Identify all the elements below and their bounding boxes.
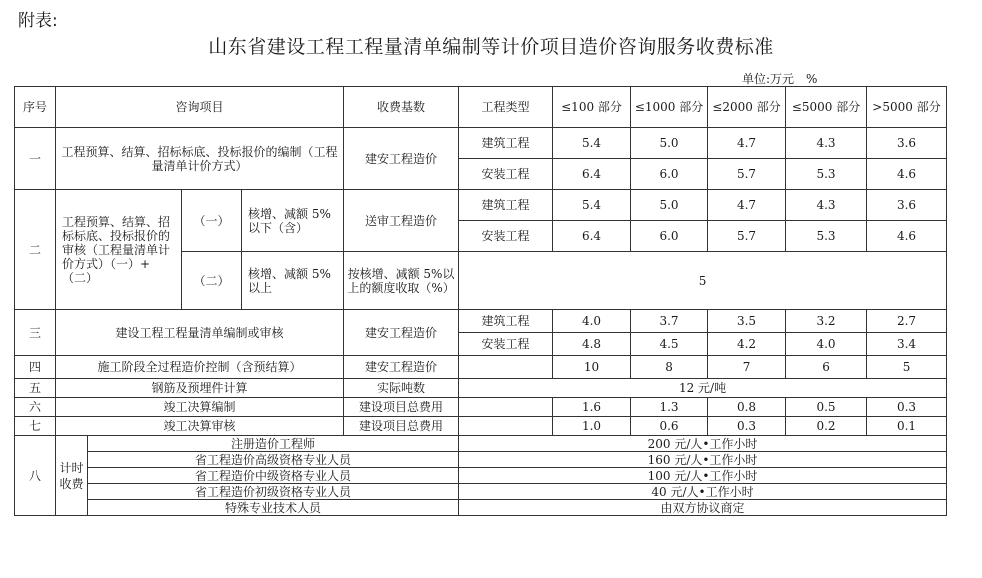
- rate-cell: 2.7: [867, 310, 947, 333]
- row-base: 按核增、减额 5%以上的额度收取（%）: [344, 252, 459, 310]
- sub-desc: 核增、减额 5%以上: [242, 252, 344, 310]
- table-row: [15, 436, 947, 452]
- row-seq: 一: [15, 128, 56, 190]
- rate-cell: 4.2: [708, 333, 786, 356]
- row-type-empty: [459, 417, 553, 436]
- row-item: 竣工决算编制: [56, 398, 344, 417]
- rate-cell: 8: [631, 356, 708, 379]
- rate-cell: 4.6: [867, 159, 947, 190]
- rate-cell: 0.3: [867, 398, 947, 417]
- rate-cell: 0.1: [867, 417, 947, 436]
- unit-note: 单位:万元 %: [742, 72, 818, 86]
- rate-cell: 5.3: [786, 159, 867, 190]
- rate-cell: 3.7: [631, 310, 708, 333]
- row-type: 安装工程: [459, 221, 553, 252]
- table-row: [15, 379, 947, 398]
- rate-cell: 0.6: [631, 417, 708, 436]
- row-group-label: 计时收费: [56, 436, 88, 516]
- table-row: [15, 484, 947, 500]
- rate-cell: 0.3: [708, 417, 786, 436]
- fee-cell: 100 元/人•工作小时: [459, 468, 947, 484]
- rate-cell: 5.0: [631, 190, 708, 221]
- rate-cell: 10: [553, 356, 631, 379]
- row-type: 建筑工程: [459, 128, 553, 159]
- header-base: 收费基数: [344, 87, 459, 128]
- header-tier-4: ≤5000 部分: [786, 87, 867, 128]
- rate-cell: 5: [867, 356, 947, 379]
- header-tier-3: ≤2000 部分: [708, 87, 786, 128]
- row-base: 建设项目总费用: [344, 398, 459, 417]
- rate-cell: 6: [786, 356, 867, 379]
- table-row: [15, 310, 947, 333]
- rate-cell: 7: [708, 356, 786, 379]
- row-seq: 八: [15, 436, 56, 516]
- rate-cell: 0.2: [786, 417, 867, 436]
- table-row: [15, 128, 947, 159]
- rate-cell: 5.4: [553, 128, 631, 159]
- rate-cell: 5.4: [553, 190, 631, 221]
- rate-cell: 1.0: [553, 417, 631, 436]
- row-item: 工程预算、结算、招标标底、投标报价的审核（工程量清单计价方式）（一）+（二）: [56, 190, 182, 310]
- rate-cell: 4.8: [553, 333, 631, 356]
- fee-cell: 由双方协议商定: [459, 500, 947, 516]
- sub-label: （二）: [182, 252, 242, 310]
- row-item: 工程预算、结算、招标标底、投标报价的编制（工程量清单计价方式）: [56, 128, 344, 190]
- row-base: 建安工程造价: [344, 356, 459, 379]
- row-item: 施工阶段全过程造价控制（含预结算）: [56, 356, 344, 379]
- row-type-empty: [459, 356, 553, 379]
- row-type: 安装工程: [459, 333, 553, 356]
- rate-cell: 4.0: [553, 310, 631, 333]
- rate-cell: 4.0: [786, 333, 867, 356]
- row-seq: 六: [15, 398, 56, 417]
- rate-cell: 4.6: [867, 221, 947, 252]
- table-row: [15, 452, 947, 468]
- table-row: [15, 417, 947, 436]
- table-row: [15, 398, 947, 417]
- table-row: [15, 468, 947, 484]
- role-cell: 省工程造价高级资格专业人员: [88, 452, 459, 468]
- rate-cell: 5.7: [708, 221, 786, 252]
- rate-cell: 4.3: [786, 190, 867, 221]
- rate-cell: 4.3: [786, 128, 867, 159]
- role-cell: 省工程造价中级资格专业人员: [88, 468, 459, 484]
- rate-cell: 6.0: [631, 159, 708, 190]
- table-row: [15, 356, 947, 379]
- rate-cell: 3.4: [867, 333, 947, 356]
- table-header-row: [15, 87, 947, 128]
- rate-cell: 6.4: [553, 221, 631, 252]
- fee-cell: 160 元/人•工作小时: [459, 452, 947, 468]
- row-type: 安装工程: [459, 159, 553, 190]
- row-seq: 五: [15, 379, 56, 398]
- rate-cell: 5.7: [708, 159, 786, 190]
- header-type: 工程类型: [459, 87, 553, 128]
- row-base: 建设项目总费用: [344, 417, 459, 436]
- fee-table: [14, 86, 947, 516]
- fee-cell: 40 元/人•工作小时: [459, 484, 947, 500]
- rate-cell: 4.7: [708, 128, 786, 159]
- row-item: 建设工程工程量清单编制或审核: [56, 310, 344, 356]
- rate-cell: 0.5: [786, 398, 867, 417]
- page-title: 山东省建设工程工程量清单编制等计价项目造价咨询服务收费标准: [208, 36, 774, 58]
- role-cell: 特殊专业技术人员: [88, 500, 459, 516]
- row-base: 送审工程造价: [344, 190, 459, 252]
- rate-cell: 5.0: [631, 128, 708, 159]
- role-cell: 注册造价工程师: [88, 436, 459, 452]
- row-base: 建安工程造价: [344, 128, 459, 190]
- table-row: [15, 190, 947, 221]
- row-item: 竣工决算审核: [56, 417, 344, 436]
- rate-cell: 3.5: [708, 310, 786, 333]
- rate-cell: 3.2: [786, 310, 867, 333]
- fee-cell: 200 元/人•工作小时: [459, 436, 947, 452]
- rate-cell: 12 元/吨: [459, 379, 947, 398]
- rate-cell: 6.0: [631, 221, 708, 252]
- row-base: 实际吨数: [344, 379, 459, 398]
- rate-cell: 5.3: [786, 221, 867, 252]
- row-type: 建筑工程: [459, 310, 553, 333]
- row-seq: 二: [15, 190, 56, 310]
- rate-cell: 1.3: [631, 398, 708, 417]
- rate-cell: 4.7: [708, 190, 786, 221]
- rate-cell: 6.4: [553, 159, 631, 190]
- rate-cell: 5: [459, 252, 947, 310]
- header-tier-2: ≤1000 部分: [631, 87, 708, 128]
- row-item: 钢筋及预埋件计算: [56, 379, 344, 398]
- row-seq: 七: [15, 417, 56, 436]
- row-seq: 四: [15, 356, 56, 379]
- row-base: 建安工程造价: [344, 310, 459, 356]
- rate-cell: 1.6: [553, 398, 631, 417]
- header-seq: 序号: [15, 87, 56, 128]
- rate-cell: 0.8: [708, 398, 786, 417]
- rate-cell: 4.5: [631, 333, 708, 356]
- table-row: [15, 500, 947, 516]
- role-cell: 省工程造价初级资格专业人员: [88, 484, 459, 500]
- rate-cell: 3.6: [867, 190, 947, 221]
- header-item: 咨询项目: [56, 87, 344, 128]
- sub-label: （一）: [182, 190, 242, 252]
- header-tier-1: ≤100 部分: [553, 87, 631, 128]
- appendix-label: 附表:: [18, 11, 58, 31]
- row-seq: 三: [15, 310, 56, 356]
- sub-desc: 核增、减额 5%以下（含）: [242, 190, 344, 252]
- row-type: 建筑工程: [459, 190, 553, 221]
- rate-cell: 3.6: [867, 128, 947, 159]
- row-type-empty: [459, 398, 553, 417]
- header-tier-5: >5000 部分: [867, 87, 947, 128]
